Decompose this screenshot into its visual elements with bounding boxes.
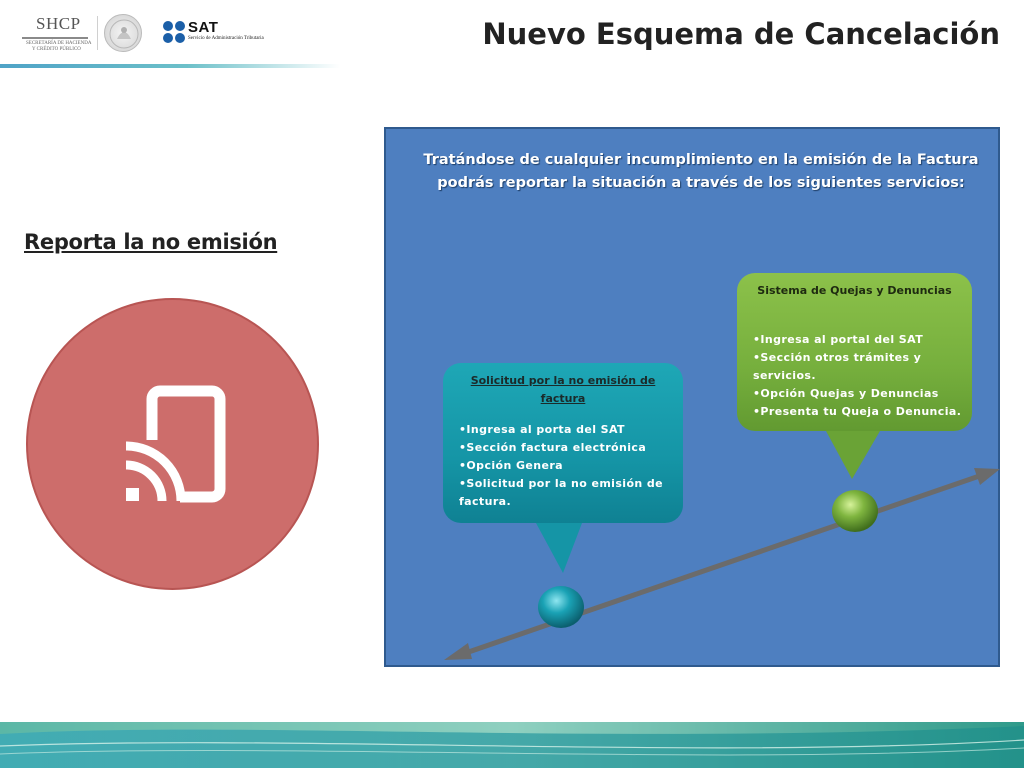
list-item: •Solicitud por la no emisión de factura.	[459, 477, 664, 508]
callout-title: Solicitud por la no emisión de factura	[470, 374, 656, 405]
sat-logo-text: SAT	[188, 19, 219, 36]
list-item: •Sección otros trámites y servicios.	[753, 351, 922, 382]
list-item: •Opción Genera	[459, 459, 563, 472]
sat-logo	[162, 20, 282, 46]
callout-title: Sistema de Quejas y Denuncias	[757, 284, 952, 297]
shcp-logo-text: SHCP	[36, 14, 81, 33]
sat-logo-subtitle: Servicio de Administración Tributaria	[188, 36, 264, 41]
teal-callout-pointer	[536, 523, 582, 573]
panel-intro-text: Tratándose de cualquier incumplimiento en la emisión de la Factura podrás reportar la situación a través de los siguientes servicios:	[423, 152, 979, 191]
shcp-logo-rule	[22, 37, 88, 39]
shcp-logo-line1: SECRETARÍA DE HACIENDA	[26, 41, 92, 46]
callout-no-emission-request	[443, 363, 683, 523]
list-item: •Ingresa al porta del SAT	[459, 423, 625, 436]
green-sphere	[832, 490, 878, 532]
slide-title: Nuevo Esquema de Cancelación	[482, 17, 1000, 51]
logo-divider	[97, 16, 98, 50]
list-item: •Ingresa al portal del SAT	[753, 333, 924, 346]
callout-steps	[459, 421, 673, 511]
green-callout-pointer	[826, 431, 880, 479]
teal-sphere	[538, 586, 584, 628]
list-item: •Sección factura electrónica	[459, 441, 647, 454]
footer-wave	[0, 716, 1024, 768]
callout-complaints-system	[737, 273, 972, 431]
timeline-arrowhead-left	[444, 643, 472, 660]
mexico-coat-of-arms-icon	[104, 14, 142, 52]
header	[0, 0, 1024, 72]
cast-device-icon	[28, 300, 321, 592]
section-heading: Reporta la no emisión	[24, 230, 278, 254]
list-item: •Presenta tu Queja o Denuncia.	[753, 405, 962, 418]
callout-steps	[753, 331, 962, 421]
shcp-logo-line2: Y CRÉDITO PÚBLICO	[32, 47, 81, 52]
report-circle	[26, 298, 319, 590]
header-accent-rule	[0, 64, 340, 68]
shcp-logo	[22, 14, 92, 54]
sat-logo-mark-icon	[162, 20, 186, 44]
timeline-arrowhead-right	[974, 468, 1000, 485]
list-item: •Opción Quejas y Denuncias	[753, 387, 939, 400]
